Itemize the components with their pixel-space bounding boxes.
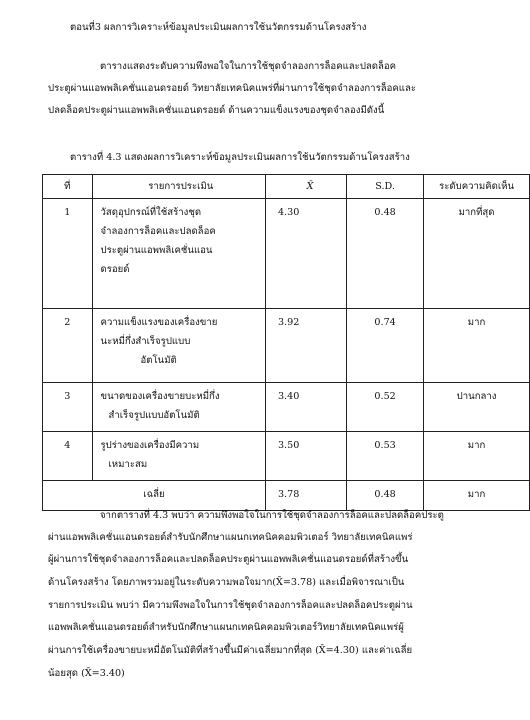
row-level: ปานกลาง xyxy=(424,383,530,432)
table-row xyxy=(43,383,530,432)
item-line: ดรอยด์ xyxy=(100,264,130,275)
average-mean: 3.78 xyxy=(265,481,346,511)
row-no: 3 xyxy=(43,383,93,432)
row-item xyxy=(92,383,265,432)
summary-line-2: ผ่านแอพพลิเคชั่นแอนดรอยด์สำรับนักศึกษาแผนกเทคนิคคอมพิวเตอร์ วิทยาลัยเทคนิคแพร่ xyxy=(48,532,413,543)
row-sd: 0.74 xyxy=(347,309,424,383)
table-row xyxy=(43,309,530,383)
table-row xyxy=(43,199,530,309)
table-caption: ตารางที่ 4.3 แสดงผลการวิเคราะห์ข้อมูลประเมินผลการใช้นวัตกรรมด้านโครงสร้าง xyxy=(70,152,410,163)
item-line: ขนาดของเครื่องขายบะหมี่กึ่ง xyxy=(100,391,220,402)
summary-line-8: น้อยสุด (X̄=3.40) xyxy=(48,668,125,679)
row-sd: 0.53 xyxy=(347,432,424,481)
summary-line-5: รายการประเมิน พบว่า มีความพึงพอใจในการใช้ชุดจำลองการล็อคและปลดล็อคประตูผ่าน xyxy=(48,600,413,611)
average-label: เฉลี่ย xyxy=(43,481,266,511)
item-line: นะหมี่กึ่งสำเร็จรูปแบบ xyxy=(100,336,191,347)
table-row xyxy=(43,432,530,481)
item-line: ประตูผ่านแอพพลิเคชั่นแอน xyxy=(100,245,213,256)
row-item xyxy=(92,199,265,309)
intro-line-3: ปลดล็อคประตูผ่านแอพพลิเคชั่นแอนดรอยด์ ด้านความแข็งแรงของชุดจำลองมีดังนี้ xyxy=(48,105,385,116)
header-item: รายการประเมิน xyxy=(92,175,265,199)
table-header-row xyxy=(43,175,530,199)
item-line: เหมาะสม xyxy=(108,459,148,470)
table-average-row xyxy=(43,481,530,511)
row-no: 1 xyxy=(43,199,93,309)
row-level: มากที่สุด xyxy=(424,199,530,309)
row-level: มาก xyxy=(424,309,530,383)
header-level: ระดับความคิดเห็น xyxy=(424,175,530,199)
row-no: 4 xyxy=(43,432,93,481)
intro-line-1: ตารางแสดงระดับความพึงพอใจในการใช้ชุดจำลองการล็อคและปลดล็อค xyxy=(100,61,397,72)
row-mean: 3.40 xyxy=(265,383,346,432)
item-line: รูปร่างของเครื่องมีความ xyxy=(100,440,200,451)
item-line: ความแข็งแรงของเครื่องขาย xyxy=(100,317,218,328)
row-no: 2 xyxy=(43,309,93,383)
intro-line-2: ประตูผ่านแอพพลิเคชั่นแอนดรอยด์ วิทยาลัยเทคนิคแพร่ที่ผ่านการใช้ชุดจำลองการล็อคและ xyxy=(48,83,416,94)
row-mean: 3.50 xyxy=(265,432,346,481)
row-mean: 3.92 xyxy=(265,309,346,383)
header-no: ที่ xyxy=(43,175,93,199)
item-line: อัตโนมัติ xyxy=(140,355,177,366)
summary-line-7: ผ่านการใช้เครื่องขายบะหมี่อัตโนมัติที่สร้างขึ้นมีค่าเฉลี่ยมากที่สุด (X̄=4.30) และค่าเฉลี่ย xyxy=(48,645,413,656)
summary-line-6: แอพพลิเคชั่นแอนดรอยด์สำหรับนักศึกษาแผนกเทคนิคคอมพิวเตอร์วิทยาลัยเทคนิคแพร่ผู้ xyxy=(48,622,404,633)
row-sd: 0.48 xyxy=(347,199,424,309)
summary-line-3: ผู้ผ่านการใช้ชุดจำลองการล็อคและปลดล็อคประตูผ่านแอพพลิเคชั่นแอนดรอยด์ที่สร้างขึ้น xyxy=(48,554,409,565)
header-mean: X̄ xyxy=(265,175,346,199)
summary-line-4: ด้านโครงสร้าง โดยภาพรวมอยู่ในระดับความพอใจมาก(X̄=3.78) และเมื่อพิจารณาเป็น xyxy=(48,577,405,588)
average-sd: 0.48 xyxy=(347,481,424,511)
row-item xyxy=(92,309,265,383)
row-item xyxy=(92,432,265,481)
item-line: สำเร็จรูปแบบอัตโนมัติ xyxy=(108,410,200,421)
section-heading: ตอนที่3 ผลการวิเคราะห์ข้อมูลประเมินผลการใช้นวัตกรรมด้านโครงสร้าง xyxy=(70,22,367,33)
average-level: มาก xyxy=(424,481,530,511)
evaluation-table xyxy=(42,174,530,511)
header-sd: S.D. xyxy=(347,175,424,199)
row-level: มาก xyxy=(424,432,530,481)
item-line: วัสดุอุปกรณ์ที่ใช้สร้างชุด xyxy=(100,207,202,218)
summary-line-1: จากตารางที่ 4.3 พบว่า ความพึงพอใจในการใช้ชุดจำลองการล็อคและปลดล็อคประตู xyxy=(100,510,444,521)
item-line: จำลองการล็อคและปลดล็อค xyxy=(100,226,216,237)
row-sd: 0.52 xyxy=(347,383,424,432)
row-mean: 4.30 xyxy=(265,199,346,309)
